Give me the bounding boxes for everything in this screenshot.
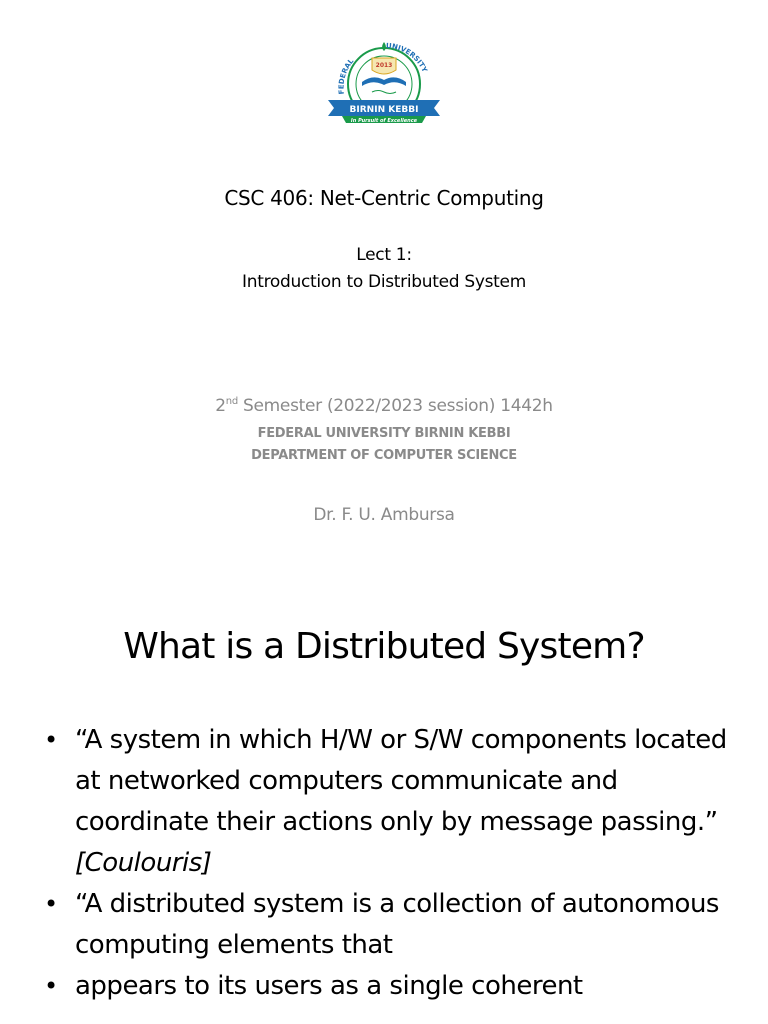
logo-motto: In Pursuit of Excellence [350, 118, 418, 124]
department-name: DEPARTMENT OF COMPUTER SCIENCE [251, 448, 517, 463]
bullet-item [44, 966, 744, 1007]
university-name: FEDERAL UNIVERSITY BIRNIN KEBBI [257, 426, 511, 441]
bullet-citation: [Coulouris] [75, 848, 212, 878]
bullet-icon: • [44, 890, 58, 918]
university-logo [322, 36, 446, 124]
semester-prefix: 2 [215, 396, 226, 416]
bullet-item [44, 884, 744, 966]
course-title: CSC 406: Net-Centric Computing [224, 186, 544, 210]
lecture-number: Lect 1: [356, 245, 412, 265]
bullet-item [44, 720, 744, 884]
logo-arc-right: UNIVERSITY [385, 41, 429, 74]
logo-year: 2013 [375, 62, 393, 69]
bullet-text: appears to its users as a single coherent [75, 971, 583, 1001]
semester-line [0, 396, 768, 416]
slide-title: What is a Distributed System? [123, 626, 645, 667]
bullet-text: “A distributed system is a collection of autonomous computing elements that [75, 889, 719, 960]
svg-text:FEDERAL [337, 57, 355, 95]
lecture-title: Introduction to Distributed System [242, 272, 526, 292]
university-crest-icon [322, 36, 446, 124]
definition-slide [0, 592, 768, 1024]
bullet-icon: • [44, 726, 58, 754]
lecturer-name: Dr. F. U. Ambursa [313, 505, 455, 525]
bullet-text: “A system in which H/W or S/W components located at networked computers communicate and coordinate their actions only by message passing.” [75, 725, 727, 837]
logo-arc-left: FEDERAL [337, 57, 356, 95]
bullet-list [44, 720, 744, 1007]
logo-banner: BIRNIN KEBBI [349, 105, 419, 115]
semester-rest: Semester (2022/2023 session) 1442h [237, 396, 553, 416]
semester-superscript: nd [225, 396, 238, 407]
bullet-icon: • [44, 972, 58, 1000]
